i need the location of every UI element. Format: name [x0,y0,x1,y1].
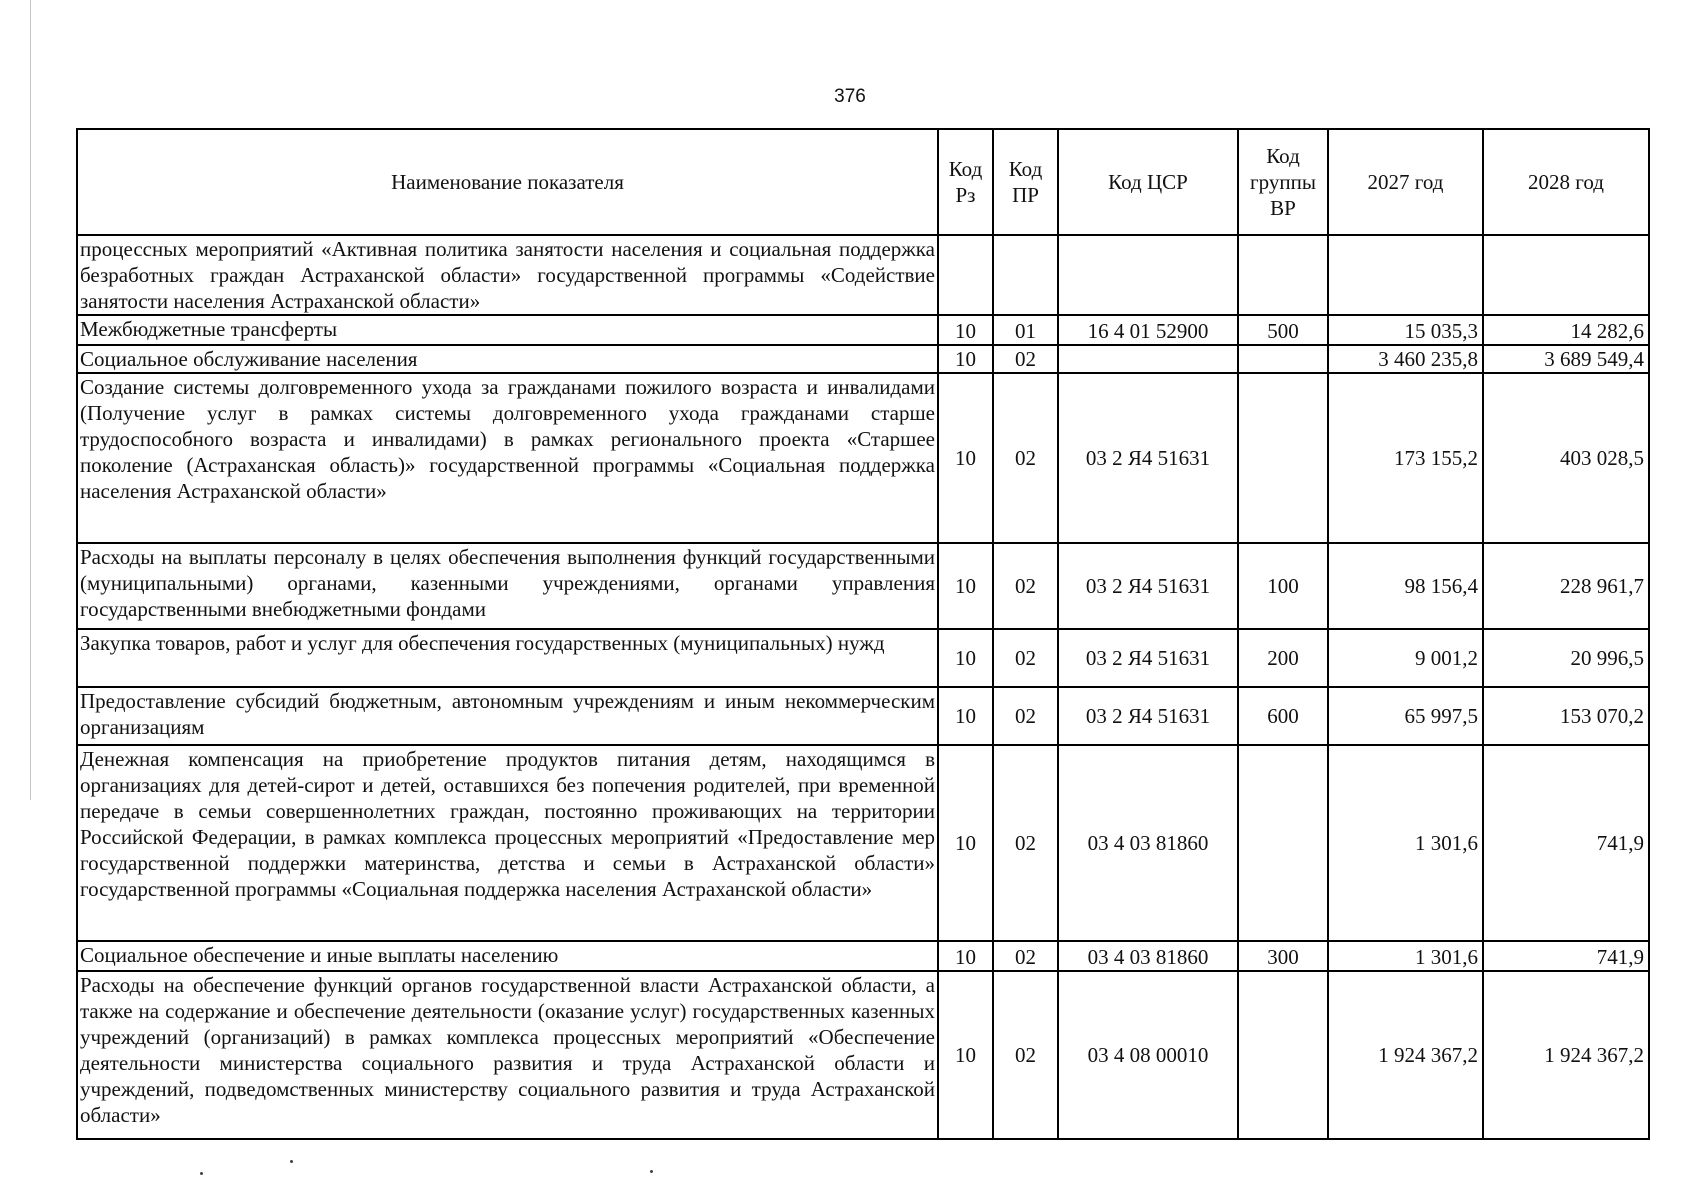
row-name: Расходы на обеспечение функций органов государственной власти Астраханской области, а также на содержание и обеспечение деятельности (оказание услуг) государственных казенных учреждений (организаций) в рамках комплекса процессных мероприятий «Обеспечение деятельности министерства социального развития и труда Астраханской области и учреждений, подведомственных министерству социального развития и труда Астраханской области» [77,971,938,1139]
row-vr: 600 [1238,687,1328,745]
row-csr: 03 4 03 81860 [1058,941,1238,971]
row-pr [993,235,1058,315]
table-row [77,235,1649,315]
row-rz: 10 [938,687,993,745]
table-row [77,543,1649,629]
row-rz: 10 [938,629,993,687]
budget-table [76,128,1650,1140]
row-2028: 741,9 [1483,941,1649,971]
row-vr: 500 [1238,315,1328,345]
scan-edge-line [30,0,31,800]
row-2028: 403 028,5 [1483,373,1649,543]
row-rz: 10 [938,345,993,373]
row-pr: 01 [993,315,1058,345]
row-2027: 15 035,3 [1328,315,1483,345]
row-pr: 02 [993,373,1058,543]
header-2027: 2027 год [1328,129,1483,235]
row-2028: 228 961,7 [1483,543,1649,629]
row-csr [1058,235,1238,315]
row-csr: 03 2 Я4 51631 [1058,543,1238,629]
row-csr [1058,345,1238,373]
row-rz: 10 [938,745,993,941]
row-pr: 02 [993,745,1058,941]
scan-speck [650,1170,653,1173]
header-rz: Код Рз [938,129,993,235]
row-rz [938,235,993,315]
row-name: процессных мероприятий «Активная политика занятости населения и социальная поддержка безработных граждан Астраханской области» государственной программы «Содействие занятости населения Астраханской области» [77,235,938,315]
row-csr: 03 2 Я4 51631 [1058,687,1238,745]
row-pr: 02 [993,629,1058,687]
row-name: Денежная компенсация на приобретение продуктов питания детям, находящимся в организациях для детей-сирот и детей, оставшихся без попечения родителей, при временной передаче в семьи совершеннолетних граждан, постоянно проживающих на территории Российской Федерации, в рамках комплекса процессных мероприятий «Предоставление мер государственной поддержки материнства, детства и семьи в Астраханской области» государственной программы «Социальная поддержка населения Астраханской области» [77,745,938,941]
page-number: 376 [834,86,866,107]
row-name: Социальное обеспечение и иные выплаты населению [77,941,938,971]
row-name: Закупка товаров, работ и услуг для обеспечения государственных (муниципальных) нужд [77,629,938,687]
row-2028: 741,9 [1483,745,1649,941]
row-vr [1238,345,1328,373]
header-pr: Код ПР [993,129,1058,235]
table-row [77,629,1649,687]
table-row [77,941,1649,971]
row-name: Межбюджетные трансферты [77,315,938,345]
row-name: Предоставление субсидий бюджетным, автономным учреждениям и иным некоммерческим организациям [77,687,938,745]
table-row [77,373,1649,543]
table-row [77,745,1649,941]
row-vr [1238,745,1328,941]
row-vr [1238,971,1328,1139]
row-rz: 10 [938,373,993,543]
row-name: Социальное обслуживание населения [77,345,938,373]
row-2028: 1 924 367,2 [1483,971,1649,1139]
table-header-row [77,129,1649,235]
row-name: Создание системы долговременного ухода за гражданами пожилого возраста и инвалидами (Получение услуг в рамках системы долговременного ухода гражданами старше трудоспособного возраста и инвалидами) в рамках регионального проекта «Старшее поколение (Астраханская область)» государственной программы «Социальная поддержка населения Астраханской области» [77,373,938,543]
table-row [77,345,1649,373]
row-csr: 03 4 03 81860 [1058,745,1238,941]
row-2027: 1 301,6 [1328,745,1483,941]
row-pr: 02 [993,941,1058,971]
row-vr: 100 [1238,543,1328,629]
row-csr: 03 2 Я4 51631 [1058,373,1238,543]
row-csr: 16 4 01 52900 [1058,315,1238,345]
row-2028: 3 689 549,4 [1483,345,1649,373]
header-vr: Код группы ВР [1238,129,1328,235]
row-name: Расходы на выплаты персоналу в целях обеспечения выполнения функций государственными (муниципальными) органами, казенными учреждениями, органами управления государственными внебюджетными фондами [77,543,938,629]
row-2028: 20 996,5 [1483,629,1649,687]
row-vr [1238,235,1328,315]
row-2027: 9 001,2 [1328,629,1483,687]
row-2027: 1 301,6 [1328,941,1483,971]
header-name: Наименование показателя [77,129,938,235]
row-csr: 03 4 08 00010 [1058,971,1238,1139]
scan-speck [200,1172,203,1175]
row-pr: 02 [993,687,1058,745]
scan-speck [290,1160,293,1163]
table-row [77,687,1649,745]
row-rz: 10 [938,315,993,345]
header-2028: 2028 год [1483,129,1649,235]
row-vr: 200 [1238,629,1328,687]
row-2027 [1328,235,1483,315]
row-rz: 10 [938,971,993,1139]
table-row [77,315,1649,345]
row-2027: 1 924 367,2 [1328,971,1483,1139]
row-2028 [1483,235,1649,315]
row-2027: 173 155,2 [1328,373,1483,543]
row-pr: 02 [993,543,1058,629]
table-row [77,971,1649,1139]
row-2028: 153 070,2 [1483,687,1649,745]
row-csr: 03 2 Я4 51631 [1058,629,1238,687]
row-2028: 14 282,6 [1483,315,1649,345]
row-pr: 02 [993,971,1058,1139]
row-vr: 300 [1238,941,1328,971]
row-rz: 10 [938,941,993,971]
header-csr: Код ЦСР [1058,129,1238,235]
row-vr [1238,373,1328,543]
row-2027: 98 156,4 [1328,543,1483,629]
row-rz: 10 [938,543,993,629]
row-2027: 3 460 235,8 [1328,345,1483,373]
row-2027: 65 997,5 [1328,687,1483,745]
row-pr: 02 [993,345,1058,373]
